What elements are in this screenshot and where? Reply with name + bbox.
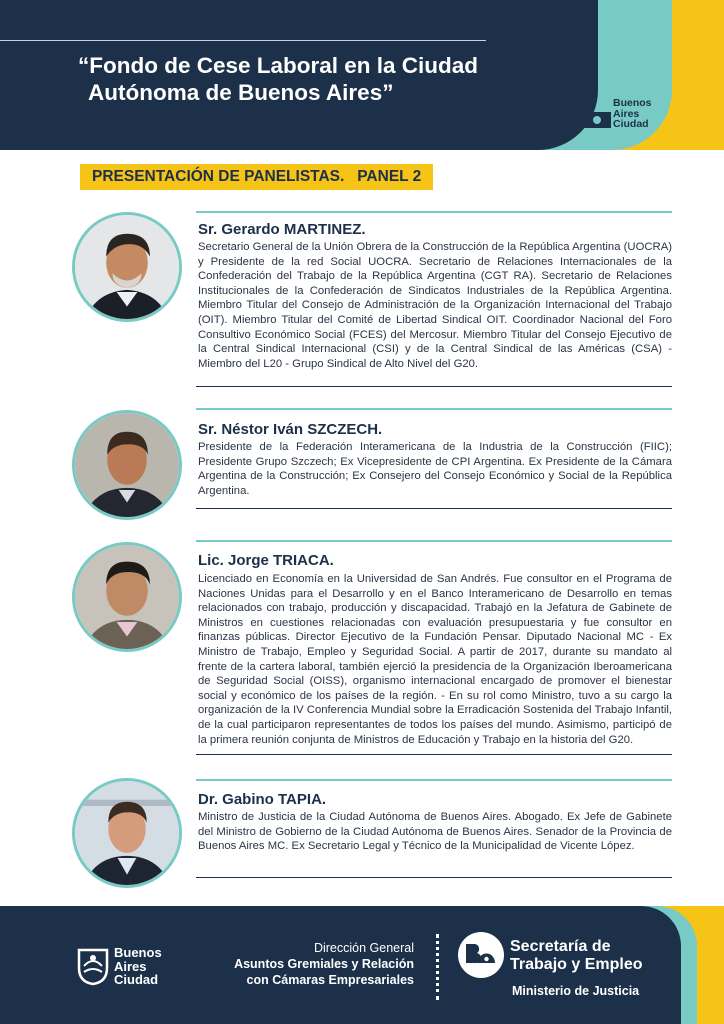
ba-logo-text [613, 98, 652, 130]
panelist-rule-top [196, 779, 672, 781]
city-logo-text [114, 946, 162, 987]
panelist-bio: Secretario General de la Unión Obrera de la Construcción de la República Argentina (UOCRA) y Presidente de la red Social UOCRA. Secretario de Relaciones Internacionales de la Confederación del Trabajo de la República Argentina (CGT RA). Secretario de Relaciones Institucionales de la Confederación de Sindicatos Industriales de la República Argentina. Miembro Titular del Consejo de Administración de la Organización Internacional del Trabajo (OIT). Miembro Titular del Comité de Libertad Sindical OIT. Coordinador Nacional del Foro Consultivo Económico Social (FCES) del Mercosur. Miembro Titular del Consejo Ejecutivo de la Central Sindical Internacional (CSI) y de la Central Sindical de las Américas (CSA) - Miembro del L20 - Grupo Sindical de Alto Nivel del G20. [198, 241, 672, 370]
ba-circle-logo-icon [458, 932, 504, 978]
secretaria-line-2: Trabajo y Empleo [510, 956, 643, 973]
person-photo-icon [75, 781, 179, 885]
city-logo-text-line: Ciudad [114, 972, 159, 987]
city-logo-text-line: Buenos [114, 945, 162, 960]
panelist-bio: Ministro de Justicia de la Ciudad Autónoma de Buenos Aires. Abogado. Ex Jefe de Gabinete del Ministro de Gobierno de la Ciudad Autónoma de Buenos Aires. Senador de la Provincia de Buenos Aires MC. Ex Secretario Legal y Técnico de la Municipalidad de Vicente López. [198, 811, 672, 853]
ba-logo-text-line: Buenos [613, 97, 652, 109]
page-title [78, 52, 548, 106]
panelist-rule-top [196, 540, 672, 542]
panelist-rule-bottom [196, 877, 672, 878]
panelist-photo [72, 542, 182, 652]
panelist-name: Dr. Gabino TAPIA. [198, 791, 327, 808]
panelist-name: Lic. Jorge TRIACA. [198, 552, 334, 569]
panelist-photo [72, 778, 182, 888]
secretaria-line-1: Secretaría de [510, 938, 611, 955]
page-title-line-1: “Fondo de Cese Laboral en la Ciudad [78, 53, 479, 78]
panelist-rule-bottom [196, 386, 672, 387]
panelist-photo [72, 410, 182, 520]
ba-logo-icon [559, 96, 611, 130]
city-logo-text-line: Aires [114, 958, 147, 974]
ba-logo-text-line: Aires [613, 107, 640, 120]
panelist-rule-bottom [196, 508, 672, 509]
panelist-name: Sr. Gerardo MARTINEZ. [198, 221, 366, 238]
buenos-aires-logo [559, 96, 679, 136]
footer-dotted-divider [436, 934, 439, 1000]
person-photo-icon [75, 215, 179, 319]
panelist-name: Sr. Néstor Iván SZCZECH. [198, 421, 383, 438]
ba-logo-text-line: Ciudad [613, 118, 649, 130]
panelist-rule-top [196, 211, 672, 213]
direccion-line-2: Asuntos Gremiales y Relación [234, 957, 414, 971]
secretaria-title [510, 938, 642, 974]
direccion-line-1: Dirección General [313, 941, 414, 955]
section-title: PRESENTACIÓN DE PANELISTAS. PANEL 2 [80, 164, 433, 190]
panelist-photo [72, 212, 182, 322]
person-photo-icon [75, 413, 179, 517]
header-rule [0, 40, 486, 41]
direccion-line-3: con Cámaras Empresariales [246, 973, 414, 987]
person-photo-icon [75, 545, 179, 649]
direccion-general-text [214, 940, 414, 988]
panelist-rule-bottom [196, 754, 672, 755]
panelist-bio: Licenciado en Economía en la Universidad de San Andrés. Fue consultor en el Programa de Naciones Unidas para el Desarrollo y en el Banco Interamericano de Desarrollo en temas relacionados con trabajo, producción y discapacidad. Trabajó en la Jefatura de Gabinete de Ministros en cuestiones relacionadas con evaluación presupuestaria y fue consultor en finanzas públicas. Director Ejecutivo de la Fundación Pensar. Diputado Nacional MC - Ex Ministro de Trabajo, Empleo y Seguridad Social. A partir de 2017, durante su mandato al frente de la cartera laboral, también ejerció la presidencia de la Organización Iberoamericana de Seguridad Social (OISS), organismo internacional encargado de promover el bienestar social y económico de los países de la región. - En su rol como Ministro, tuvo a su cargo la organización de la IV Conferencia Mundial sobre la Erradicación Sostenida del Trabajo Infantil, de la cual participaron representantes de todos los países del mundo. Asimismo, participó de la primera reunión conjunta de Ministros de Educación y Trabajo en la historia del G20. [198, 573, 672, 746]
panelist-rule-top [196, 408, 672, 410]
ministerio-text: Ministerio de Justicia [512, 984, 640, 998]
panelist-bio: Presidente de la Federación Interamericana de la Industria de la Construcción (FIIC); Presidente Grupo Szczech; Ex Vicepresidente de CPI Argentina. Ex Presidente de la Cámara Argentina de la Construcción; Ex Consejero del Consejo Económico y Social de la República Argentina. [198, 441, 672, 497]
page-title-line-2: Autónoma de Buenos Aires” [88, 80, 394, 105]
city-emblem-icon [76, 946, 110, 986]
